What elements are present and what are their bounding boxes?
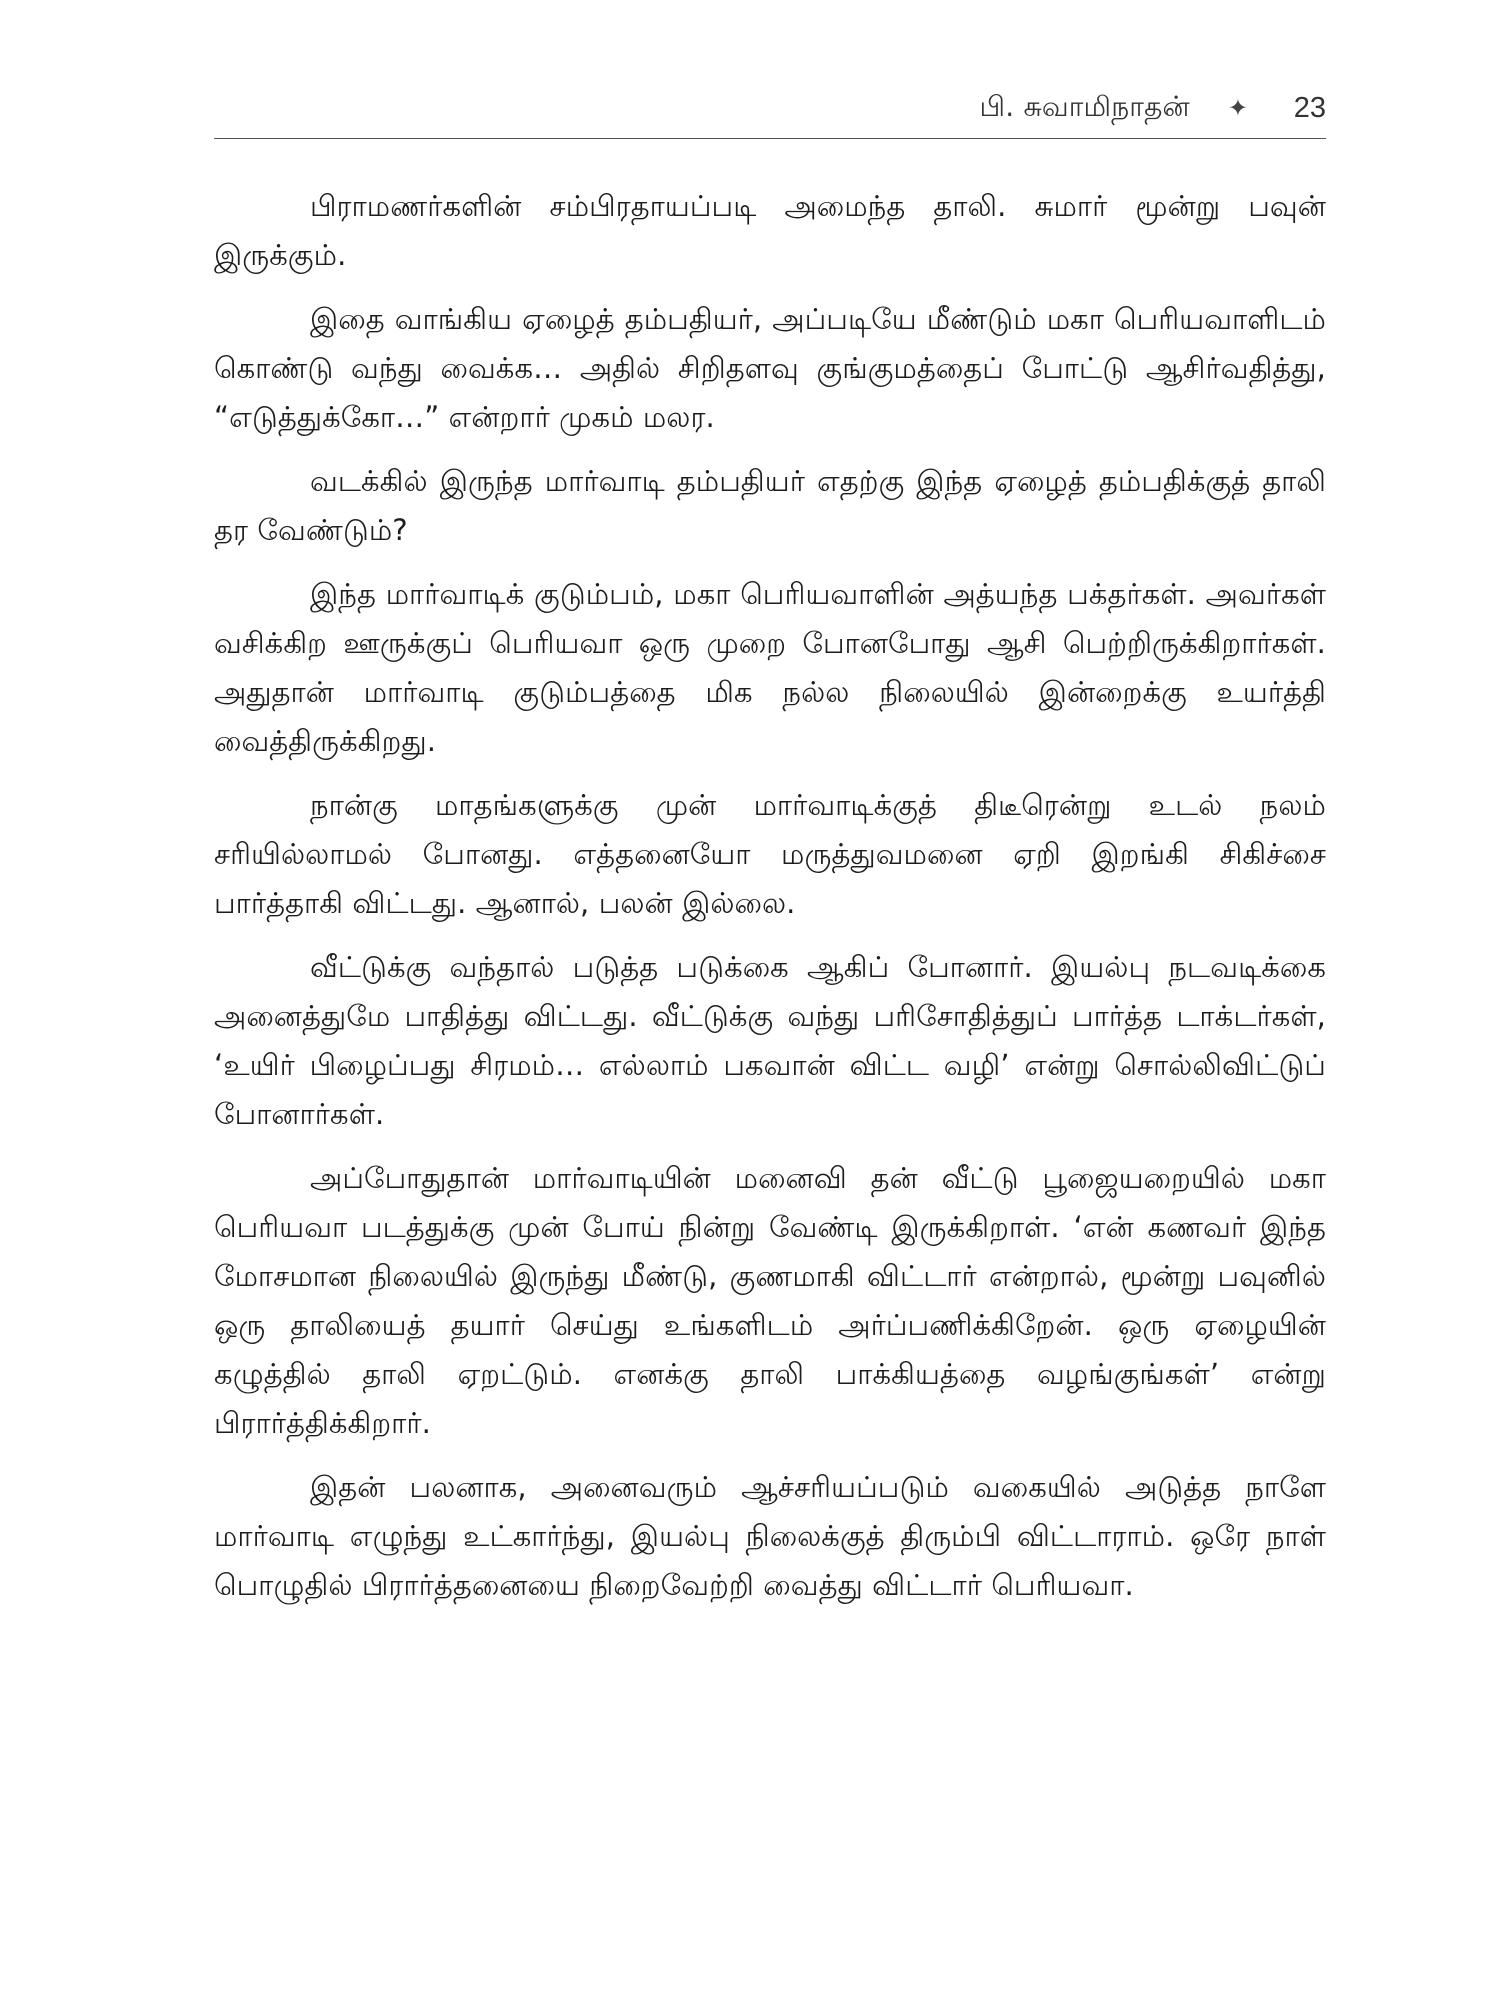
header-divider: [214, 138, 1326, 139]
article-body: [214, 182, 1326, 1610]
running-header: [214, 78, 1326, 138]
paragraph-5: நான்கு மாதங்களுக்கு முன் மார்வாடிக்குத் திடீரென்று உடல் நலம் சரியில்லாமல் போனது. எத்தனையோ மருத்துவமனை ஏறி இறங்கி சிகிச்சை பார்த்தாகி விட்டது. ஆனால், பலன் இல்லை.: [214, 788, 1326, 920]
header-author: பி. சுவாமிநாதன்: [979, 89, 1190, 123]
paragraph-7: அப்போதுதான் மார்வாடியின் மனைவி தன் வீட்டு பூஜையறையில் மகா பெரியவா படத்துக்கு முன் போய் நின்று வேண்டி இருக்கிறாள். ‘என் கணவர் இந்த மோசமான நிலையில் இருந்து மீண்டு, குணமாகி விட்டார் என்றால், மூன்று பவுனில் ஒரு தாலியைத் தயார் செய்து உங்களிடம் அர்ப்பணிக்கிறேன். ஒரு ஏழையின் கழுத்தில் தாலி ஏறட்டும். எனக்கு தாலி பாக்கியத்தை வழங்குங்கள்’ என்று பிரார்த்திக்கிறார்.: [214, 1161, 1326, 1440]
ornament-separator-icon: ✦: [1227, 94, 1248, 122]
paragraph-1: பிராமணர்களின் சம்பிரதாயப்படி அமைந்த தாலி. சுமார் மூன்று பவுன் இருக்கும்.: [214, 189, 1326, 272]
page-number: 23: [1293, 91, 1326, 124]
paragraph-3: வடக்கில் இருந்த மார்வாடி தம்பதியர் எதற்கு இந்த ஏழைத் தம்பதிக்குத் தாலி தர வேண்டும்?: [214, 464, 1326, 547]
paragraph-8: இதன் பலனாக, அனைவரும் ஆச்சரியப்படும் வகையில் அடுத்த நாளே மார்வாடி எழுந்து உட்கார்ந்து, இயல்பு நிலைக்குத் திரும்பி விட்டாராம். ஒரே நாள் பொழுதில் பிரார்த்தனையை நிறைவேற்றி வைத்து விட்டார் பெரியவா.: [214, 1470, 1326, 1602]
paragraph-6: வீட்டுக்கு வந்தால் படுத்த படுக்கை ஆகிப் போனார். இயல்பு நடவடிக்கை அனைத்துமே பாதித்து விட்டது. வீட்டுக்கு வந்து பரிசோதித்துப் பார்த்த டாக்டர்கள், ‘உயிர் பிழைப்பது சிரமம்… எல்லாம் பகவான் விட்ட வழி’ என்று சொல்லிவிட்டுப் போனார்கள்.: [214, 950, 1326, 1131]
paragraph-2: இதை வாங்கிய ஏழைத் தம்பதியர், அப்படியே மீண்டும் மகா பெரியவாளிடம் கொண்டு வந்து வைக்க… அதில் சிறிதளவு குங்குமத்தைப் போட்டு ஆசிர்வதித்து, “எடுத்துக்கோ…” என்றார் முகம் மலர.: [214, 302, 1326, 434]
paragraph-4: இந்த மார்வாடிக் குடும்பம், மகா பெரியவாளின் அத்யந்த பக்தர்கள். அவர்கள் வசிக்கிற ஊருக்குப் பெரியவா ஒரு முறை போனபோது ஆசி பெற்றிருக்கிறார்கள். அதுதான் மார்வாடி குடும்பத்தை மிக நல்ல நிலையில் இன்றைக்கு உயர்த்தி வைத்திருக்கிறது.: [214, 577, 1326, 758]
